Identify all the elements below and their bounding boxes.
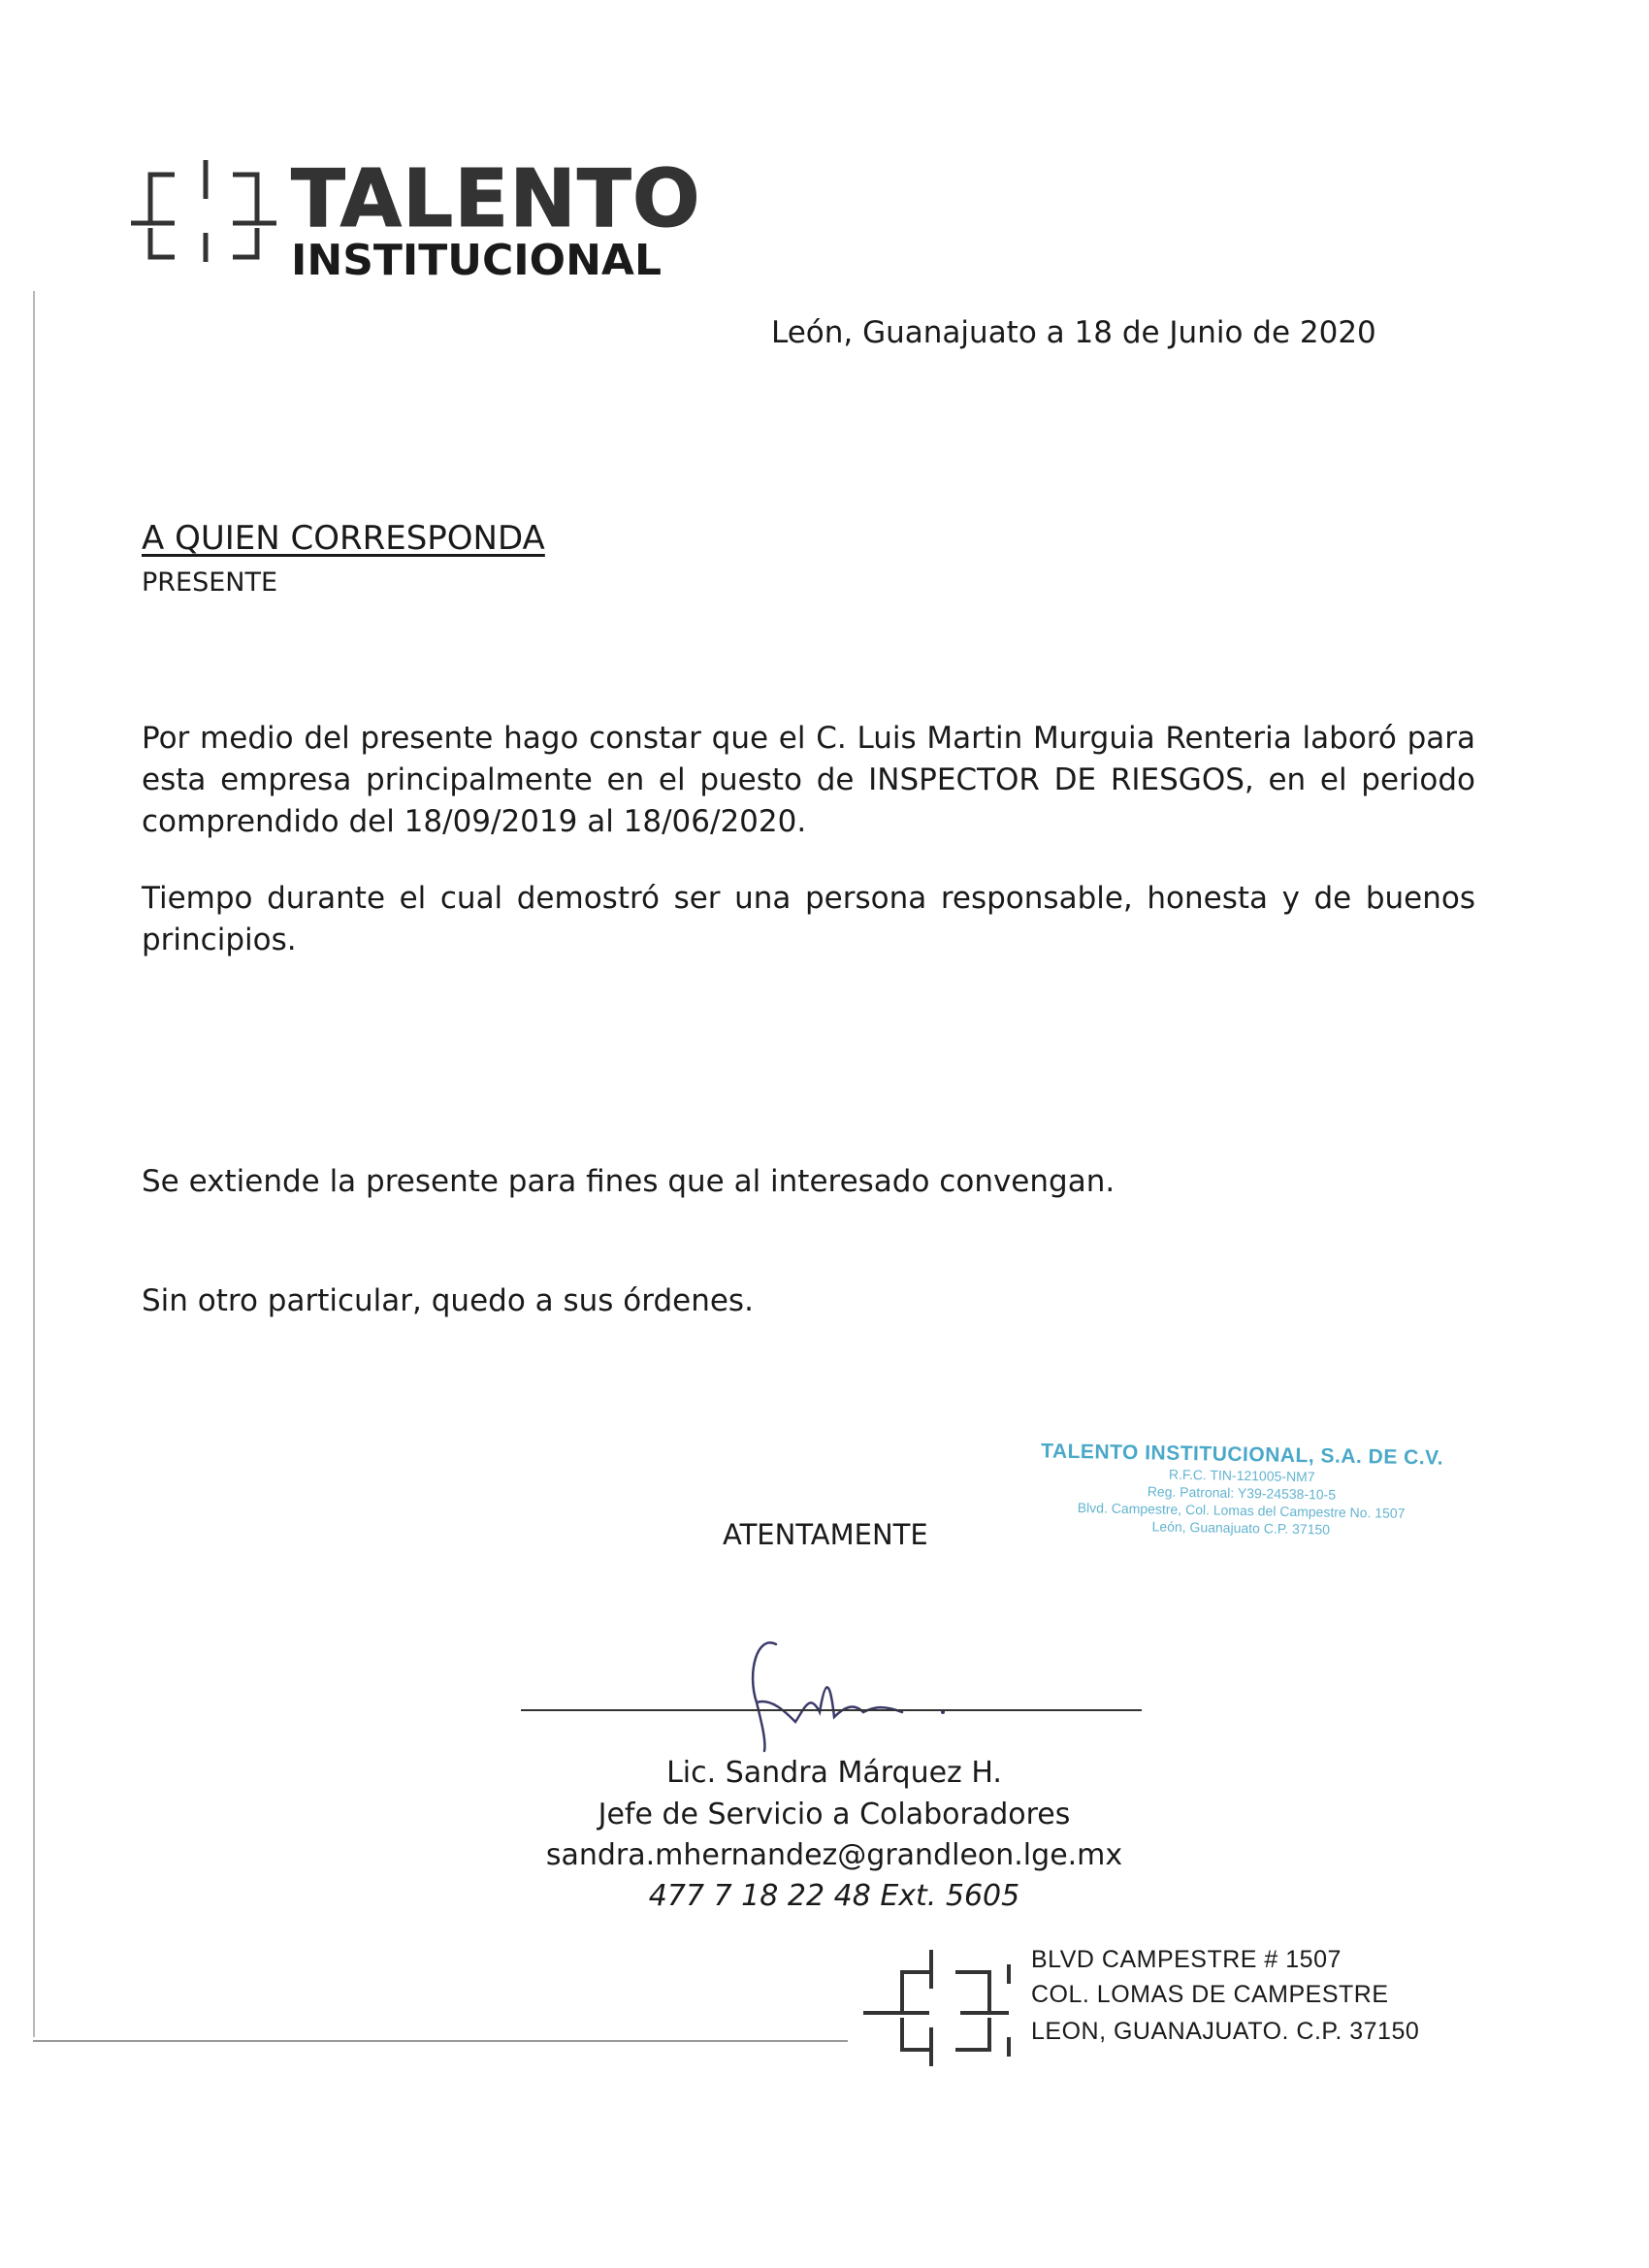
body-paragraph-1: Por medio del presente hago constar que el C. Luis Martin Murguia Renteria laboró para esta empresa principalmente en el puesto de INSPECTOR DE RIESGOS, en el periodo comprendido del 18/09/2019 al 18/06/2020. — [142, 721, 1475, 839]
logo-subtitle: INSTITUCIONAL — [291, 236, 662, 285]
logo-title: TALENTO — [291, 153, 701, 245]
company-stamp — [1018, 1440, 1466, 1540]
stamp-title: TALENTO INSTITUCIONAL, S.A. DE C.V. — [1040, 1440, 1444, 1470]
salutation: PRESENTE — [142, 567, 278, 598]
closing: ATENTAMENTE — [723, 1518, 928, 1551]
signer-role: Jefe de Servicio a Colaboradores — [598, 1798, 1071, 1831]
signer-phone: 477 7 18 22 48 Ext. 5605 — [648, 1879, 1020, 1913]
page-border-bottom — [33, 2040, 848, 2042]
handwritten-signature — [718, 1615, 970, 1761]
talento-logo-icon — [121, 155, 276, 262]
body-paragraph-2: Tiempo durante el cual demostró ser una persona responsable, honesta y de buenos principios. — [142, 881, 1475, 957]
body-paragraph-4: Sin otro particular, quedo a sus órdenes. — [142, 1283, 754, 1318]
addressee: A QUIEN CORRESPONDA — [142, 519, 545, 558]
stamp-reg-patronal: Reg. Patronal: Y39-24538-10-5 — [1147, 1483, 1337, 1503]
signer-email: sandra.mhernandez@grandleon.lge.mx — [545, 1838, 1123, 1872]
footer-address-line-1: BLVD CAMPESTRE # 1507 — [1031, 1946, 1342, 1973]
signer-name: Lic. Sandra Márquez H. — [666, 1756, 1002, 1790]
letter-date: León, Guanajuato a 18 de Junio de 2020 — [771, 315, 1376, 350]
footer-logo-icon — [854, 1945, 1028, 2066]
body-paragraph-3: Se extiende la presente para fines que al interesado convengan. — [142, 1164, 1116, 1199]
signature-line — [521, 1709, 1142, 1711]
stamp-city: León, Guanajuato C.P. 37150 — [1151, 1518, 1331, 1538]
page-border-left — [33, 291, 35, 2037]
stamp-address: Blvd. Campestre, Col. Lomas del Campestre No. 1507 — [1077, 1500, 1406, 1521]
footer-address-line-3: LEON, GUANAJUATO. C.P. 37150 — [1031, 2018, 1420, 2045]
stamp-rfc: R.F.C. TIN-121005-NM7 — [1168, 1466, 1315, 1485]
footer-address-line-2: COL. LOMAS DE CAMPESTRE — [1031, 1981, 1389, 2008]
